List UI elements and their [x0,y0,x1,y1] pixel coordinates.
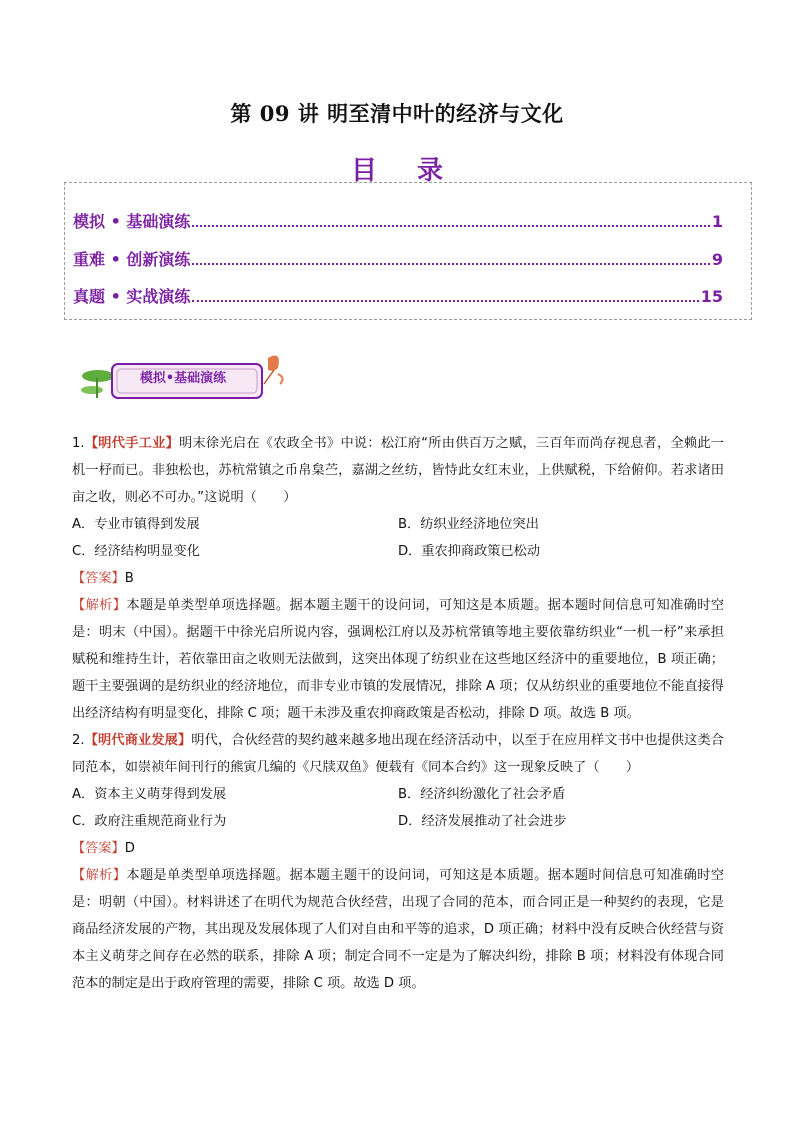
toc-leader-dots [192,224,709,227]
answer-value: B [124,571,134,586]
question-stem-text: 明末徐光启在《农政全书》中说：松江府“所由供百万之赋，三百年而尚存视息者，全赖此一机一杼而已。非独松也，苏杭常镇之币帛枲苎，嘉湖之丝纺，皆恃此女红末业，上供赋税，下给俯仰。若求诸田亩之收，则必不可办。”这说明（ ） [72,436,724,505]
analysis-label: 【解析】 [72,868,127,883]
question-1-answer [72,565,724,592]
analysis-label: 【解析】 [72,598,127,613]
option-c[interactable]: C．政府注重规范商业行为 [72,814,227,829]
option-a[interactable]: A．资本主义萌芽得到发展 [72,787,227,802]
option-a[interactable]: A．专业市镇得到发展 [72,517,200,532]
option-b[interactable]: B．纺织业经济地位突出 [398,517,539,532]
toc-heading: 目录 [350,156,483,186]
toc-item-3[interactable] [73,284,723,308]
toc-item-page: 1 [711,212,723,231]
section-banner-label: 模拟•基础演练 [139,371,227,386]
toc-leader-dots [192,299,698,302]
option-d[interactable]: D．重农抑商政策已松动 [398,544,541,559]
question-2-analysis [72,862,724,997]
table-of-contents [64,182,752,320]
toc-item-page: 15 [700,287,723,306]
question-2-answer [72,835,724,862]
option-c[interactable]: C．经济结构明显变化 [72,544,200,559]
question-1-options [72,511,724,565]
page-title: 第 09 讲 明至清中叶的经济与文化 [230,101,564,126]
question-content [72,430,724,997]
answer-value: D [124,841,135,856]
option-d[interactable]: D．经济发展推动了社会进步 [398,814,567,829]
question-tag: 【明代手工业】 [84,436,180,451]
analysis-text: 本题是单类型单项选择题。据本题主题干的设问词，可知这是本质题。据本题时间信息可知准确时空是：明末（中国）。据题干中徐光启所说内容，强调松江府以及苏杭常镇等地主要依靠纺织业“一机一杼”来承担赋税和维持生计，若依靠田亩之收则无法做到，这突出体现了纺织业在这些地区经济中的重要地位，B 项正确；题干主要强调的是纺织业的经济地位，而非专业市镇的发展情况，排除 A 项；仅从纺织业的重要地位不能直接得出经济结构有明显变化，排除 C 项；题干未涉及重农抑商政策是否松动，排除 D 项。故选 B 项。 [72,598,725,721]
question-tag: 【明代商业发展】 [84,733,192,748]
toc-item-1[interactable] [73,209,723,233]
analysis-text: 本题是单类型单项选择题。据本题主题干的设问词，可知这是本质题。据本题时间信息可知准确时空是：明朝（中国）。材料讲述了在明代为规范合伙经营，出现了合同的范本，而合同正是一种契约的表现，它是商品经济发展的产物，其出现及发展体现了人们对自由和平等的追求，D 项正确；材料中没有反映合伙经营与资本主义萌芽之间存在必然的联系，排除 A 项；制定合同不一定是为了解决纠纷，排除 B 项；材料没有体现合同范本的制定是出于政府管理的需要，排除 C 项。故选 D 项。 [72,868,725,991]
toc-leader-dots [192,262,709,265]
question-2-stem [72,727,724,781]
feather-icon [268,356,279,371]
toc-item-label: 模拟 • 基础演练 [73,212,191,231]
question-number: 1. [72,436,85,451]
answer-label: 【答案】 [72,571,125,586]
option-b[interactable]: B．经济纠纷激化了社会矛盾 [398,787,566,802]
question-number: 2. [72,733,85,748]
toc-item-label: 重难 • 创新演练 [73,250,191,269]
question-2-options [72,781,724,835]
toc-item-label: 真题 • 实战演练 [73,287,191,306]
answer-label: 【答案】 [72,841,125,856]
question-1-analysis [72,592,724,727]
question-stem-text: 明代，合伙经营的契约越来越多地出现在经济活动中，以至于在应用样文书中也提供这类合同范本，如崇祯年间刊行的熊寅几编的《尺牍双鱼》便载有《同本合约》这一现象反映了（ ） [72,733,724,775]
question-1-stem [72,430,724,511]
toc-item-2[interactable] [73,247,723,271]
toc-item-page: 9 [711,250,723,269]
